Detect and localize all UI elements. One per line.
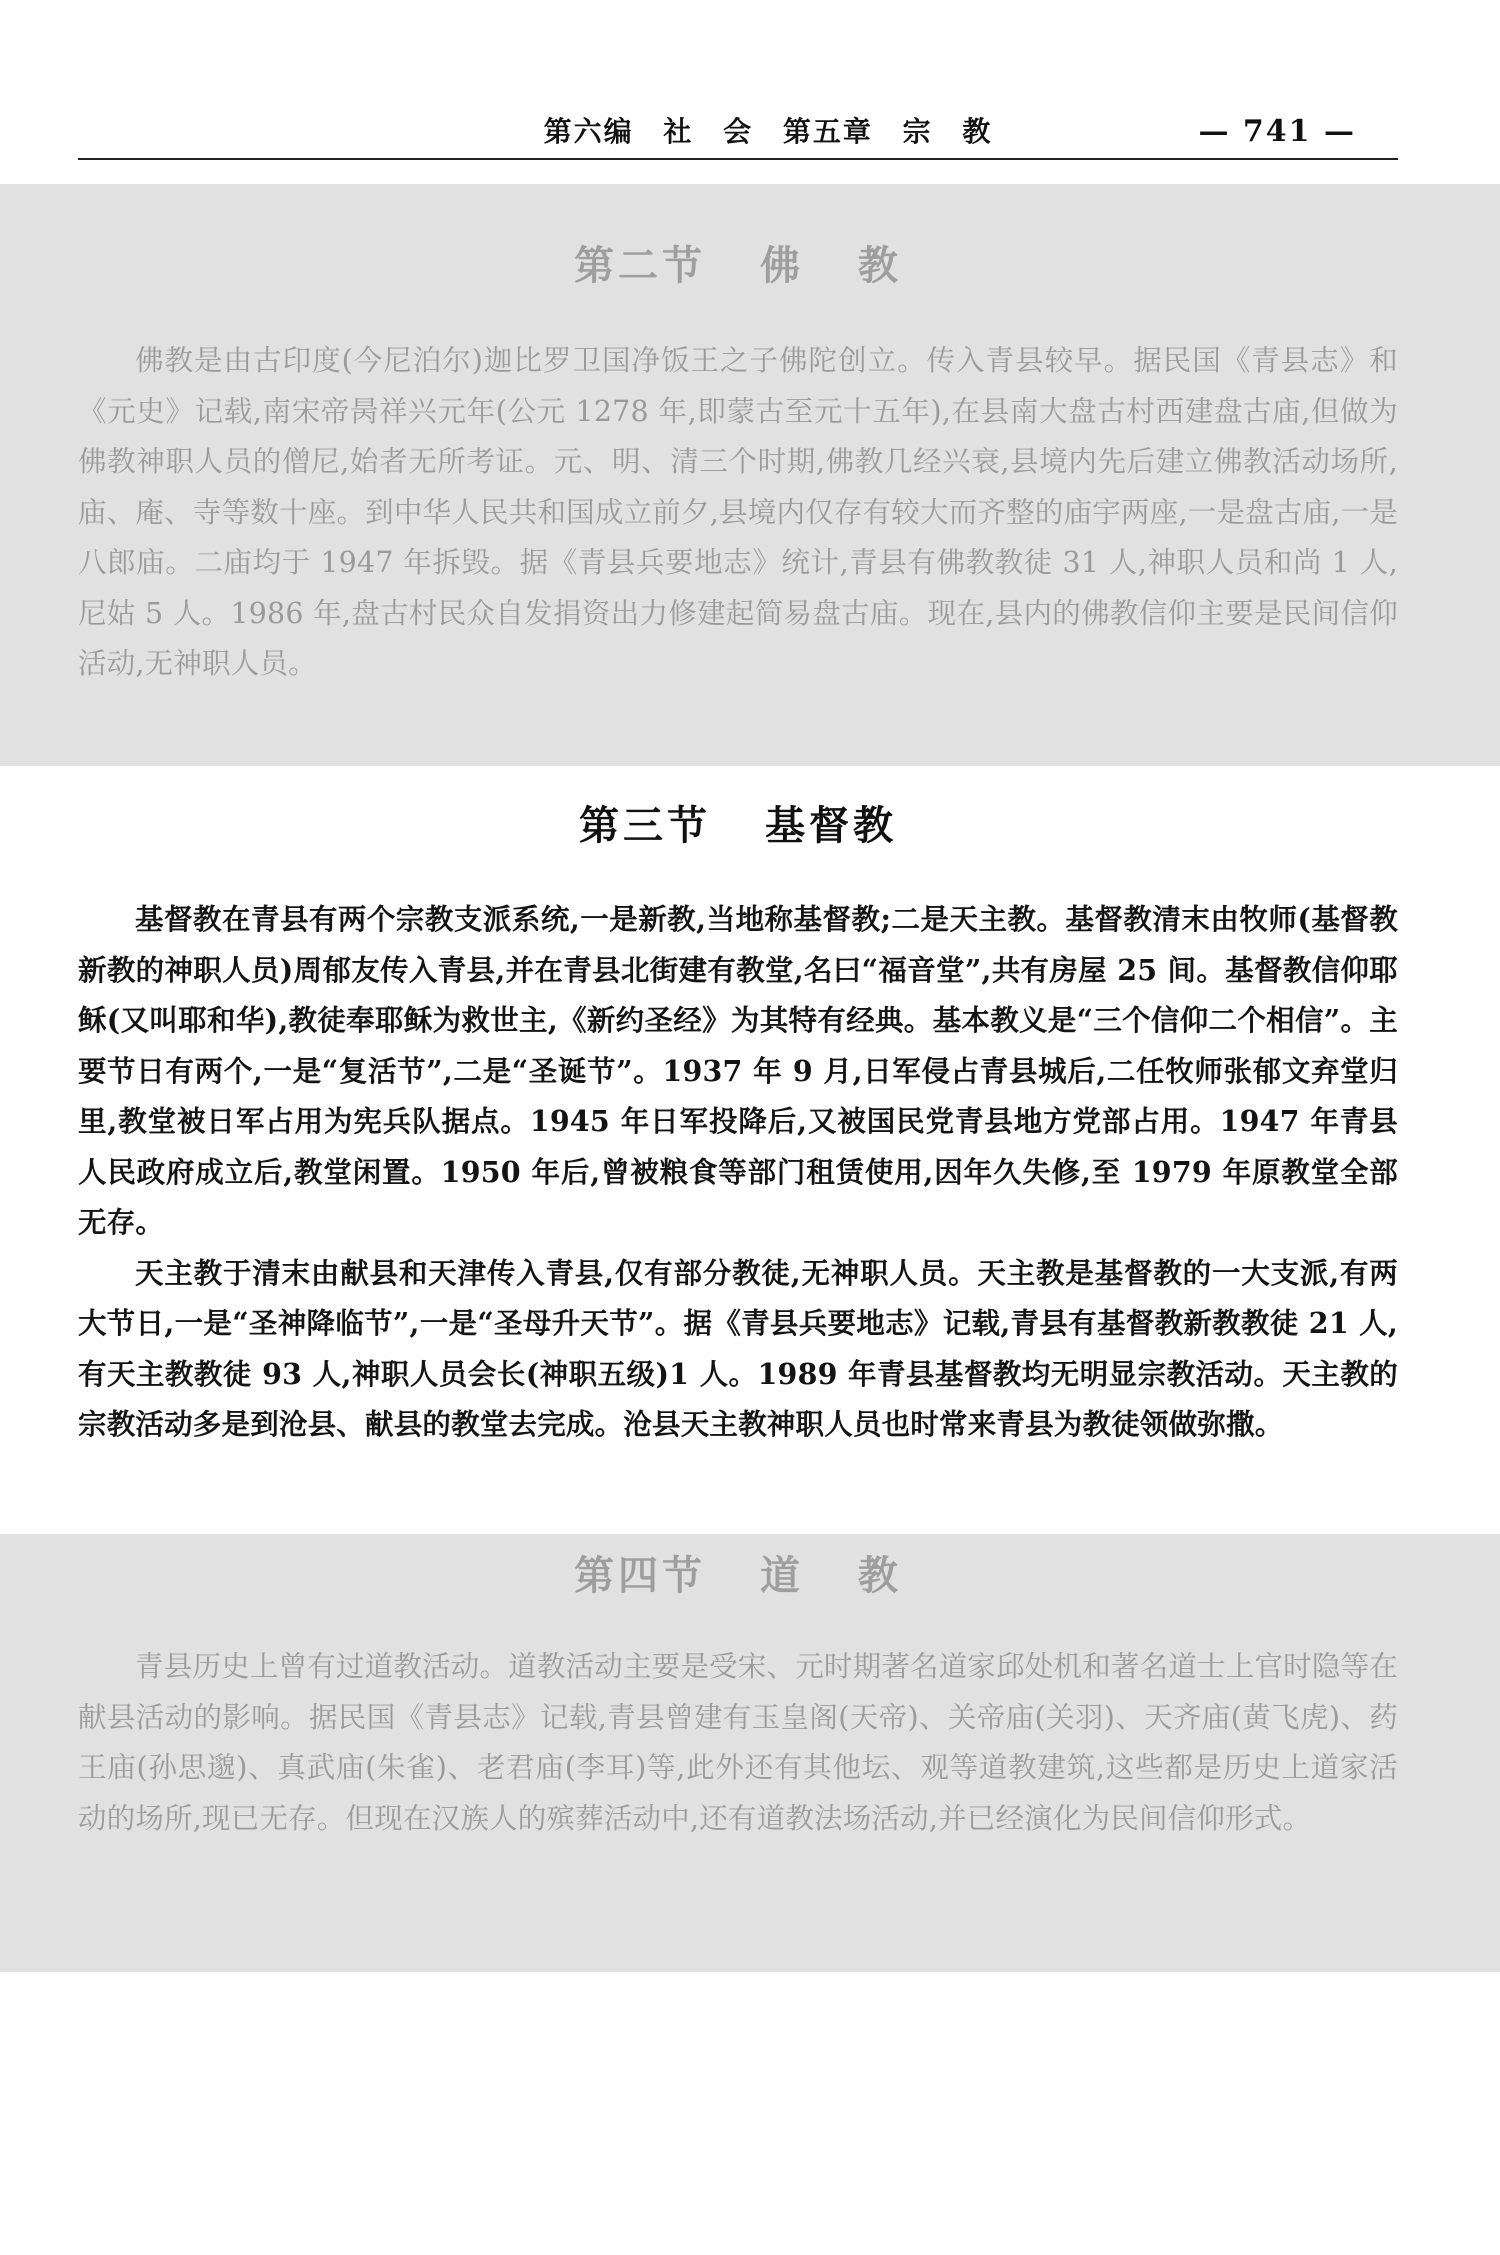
section-buddhism <box>78 236 1398 690</box>
paragraph-christianity-2: 天主教于清末由献县和天津传入青县,仅有部分教徒,无神职人员。天主教是基督教的一大支派,有两大节日,一是“圣神降临节”,一是“圣母升天节”。据《青县兵要地志》记载,青县有基督教新教教徒 21 人,有天主教教徒 93 人,神职人员会长(神职五级)1 人。1989 年青县基督教均无明显宗教活动。天主教的宗教活动多是到沧县、献县的教堂去完成。沧县天主教神职人员也时常来青县为教徒领做弥撒。 <box>78 1255 1398 1441</box>
section-christianity <box>78 796 1398 1450</box>
paragraph-christianity-1: 基督教在青县有两个宗教支派系统,一是新教,当地称基督教;二是天主教。基督教清末由牧师(基督教新教的神职人员)周郁友传入青县,并在青县北街建有教堂,名曰“福音堂”,共有房屋 25 间。基督教信仰耶稣(又叫耶和华),教徒奉耶稣为救世主,《新约圣经》为其特有经典。基本教义是“三个信仰二个相信”。主要节日有两个,一是“复活节”,二是“圣诞节”。1937 年 9 月,日军侵占青县城后,二任牧师张郁文弃堂归里,教堂被日军占用为宪兵队据点。1945 年日军投降后,又被国民党青县地方党部占用。1947 年青县人民政府成立后,教堂闲置。1950 年后,曾被粮食等部门租赁使用,因年久失修,至 1979 年原教堂全部无存。 <box>78 902 1398 1239</box>
page-number: — 741 — <box>1198 114 1356 149</box>
section-title-buddhism: 第二节 佛 教 <box>574 243 902 289</box>
section-taoism <box>78 1546 1398 1844</box>
paragraph-buddhism-1: 佛教是由古印度(今尼泊尔)迦比罗卫国净饭王之子佛陀创立。传入青县较早。据民国《青县志》和《元史》记载,南宋帝昺祥兴元年(公元 1278 年,即蒙古至元十五年),在县南大盘古村西建盘古庙,但做为佛教神职人员的僧尼,始者无所考证。元、明、清三个时期,佛教几经兴衰,县境内先后建立佛教活动场所,庙、庵、寺等数十座。到中华人民共和国成立前夕,县境内仅存有较大而齐整的庙宇两座,一是盘古庙,一是八郎庙。二庙均于 1947 年拆毁。据《青县兵要地志》统计,青县有佛教教徒 31 人,神职人员和尚 1 人,尼姑 5 人。1986 年,盘古村民众自发捐资出力修建起简易盘古庙。现在,县内的佛教信仰主要是民间信仰活动,无神职人员。 <box>78 344 1398 680</box>
section-title-taoism: 第四节 道 教 <box>574 1553 902 1599</box>
page-header <box>78 108 1398 160</box>
section-title-christianity: 第三节 基督教 <box>579 803 897 849</box>
paragraph-taoism-1: 青县历史上曾有过道教活动。道教活动主要是受宋、元时期著名道家邱处机和著名道士上官时隐等在献县活动的影响。据民国《青县志》记载,青县曾建有玉皇阁(天帝)、关帝庙(关羽)、天齐庙(黄飞虎)、药王庙(孙思邈)、真武庙(朱雀)、老君庙(李耳)等,此外还有其他坛、观等道教建筑,这些都是历史上道家活动的场所,现已无存。但现在汉族人的殡葬活动中,还有道教法场活动,并已经演化为民间信仰形式。 <box>78 1650 1398 1835</box>
running-head: 第六编 社 会 第五章 宗 教 <box>543 115 993 148</box>
